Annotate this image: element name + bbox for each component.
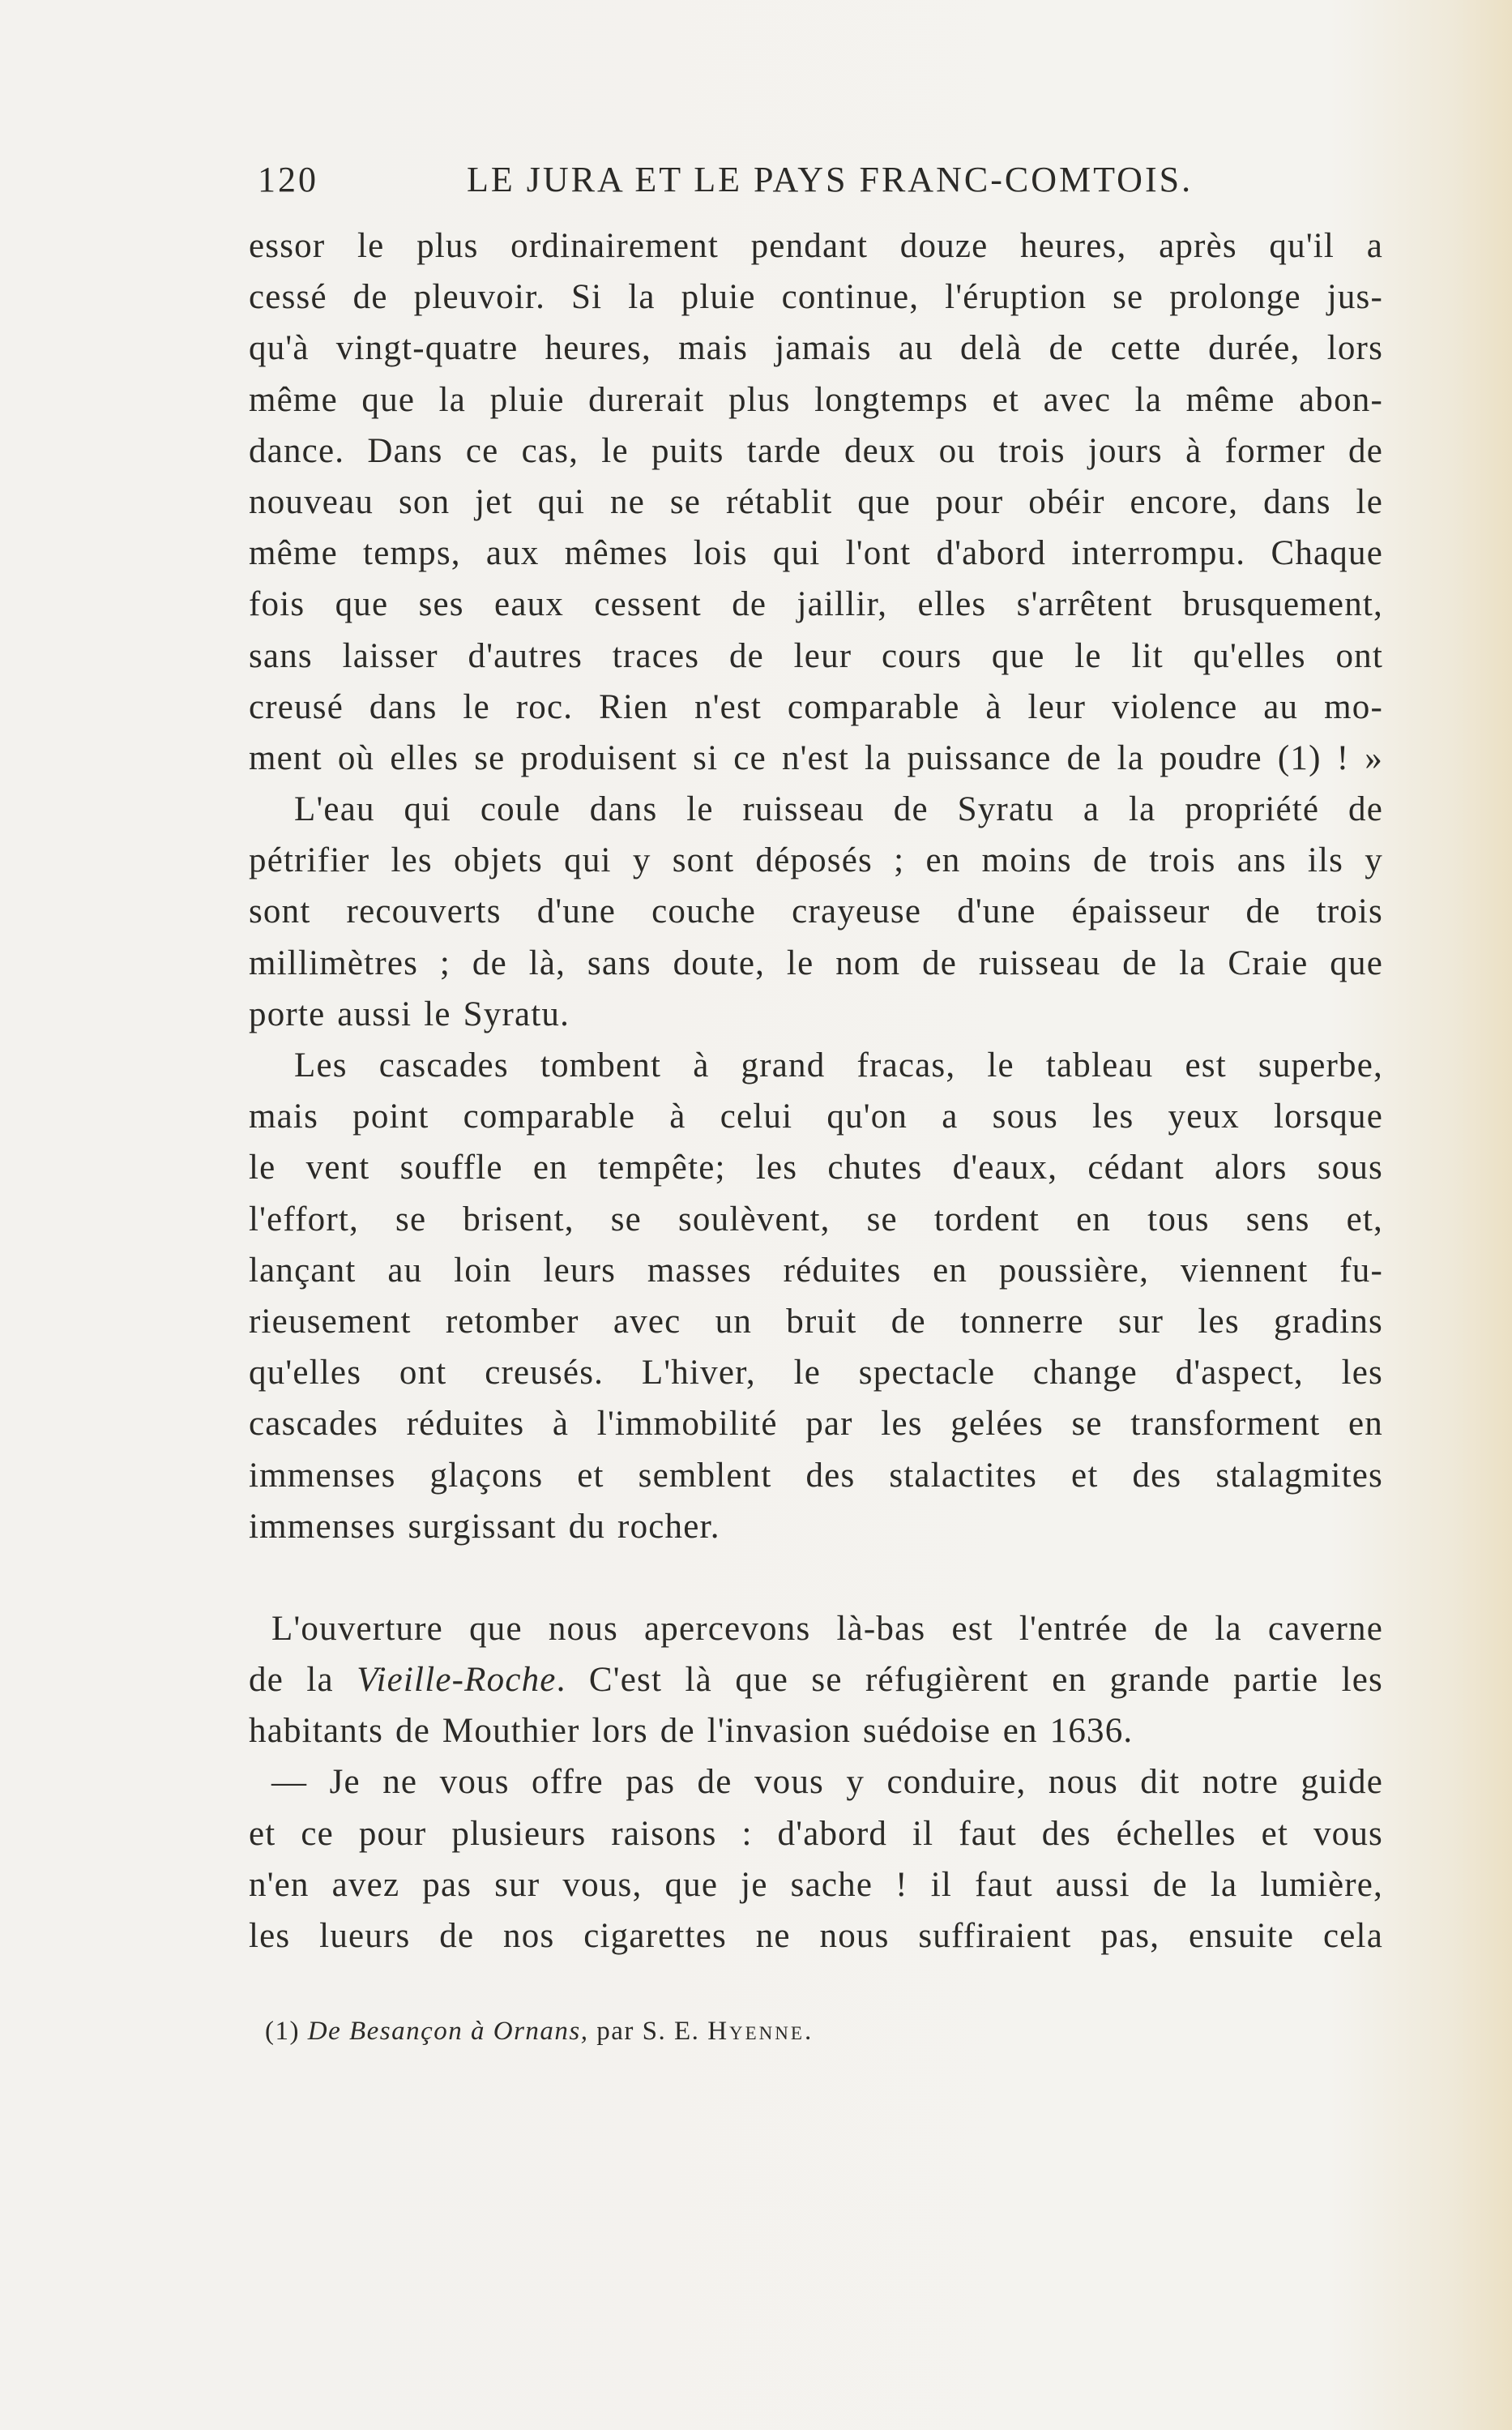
text-line: — Je ne vous offre pas de vous y conduire, nous dit notre guide [271, 1763, 1383, 1802]
text-line: et ce pour plusieurs raisons : d'abord il faut des échelles et vous [249, 1814, 1383, 1853]
text-line: creusé dans le roc. Rien n'est comparable à leur violence au mo- [249, 687, 1383, 726]
footnote-marker: (1) [265, 2017, 300, 2046]
text-line: rieusement retomber avec un bruit de tonnerre sur les gradins [249, 1302, 1383, 1341]
text-line: les lueurs de nos cigarettes ne nous suffiraient pas, ensuite cela [249, 1917, 1383, 1955]
text-line: L'eau qui coule dans le ruisseau de Syratu a la propriété de [294, 790, 1383, 829]
text-line: sont recouverts d'une couche crayeuse d'une épaisseur de trois [249, 892, 1383, 931]
footnote-by: par S. E. [596, 2017, 700, 2046]
page-number: 120 [258, 160, 318, 199]
text-line: mais point comparable à celui qu'on a sous les yeux lorsque [249, 1097, 1383, 1136]
text-line: lançant au loin leurs masses réduites en poussière, viennent fu- [249, 1251, 1383, 1290]
text-line: pétrifier les objets qui y sont déposés ; en moins de trois ans ils y [249, 841, 1383, 880]
text-line: habitants de Mouthier lors de l'invasion suédoise en 1636. [249, 1712, 1134, 1751]
text-fragment: . C'est là que se réfugièrent en grande partie les [556, 1661, 1383, 1700]
text-line: essor le plus ordinairement pendant douze heures, après qu'il a [249, 227, 1383, 265]
text-line: cessé de pleuvoir. Si la pluie continue, l'éruption se prolonge jus- [249, 278, 1383, 317]
text-line: immenses glaçons et semblent des stalactites et des stalagmites [249, 1456, 1383, 1495]
text-line: le vent souffle en tempête; les chutes d'eaux, cédant alors sous [249, 1149, 1383, 1187]
text-line: dance. Dans ce cas, le puits tarde deux ou trois jours à former de [249, 431, 1383, 470]
footnote-author: Hyenne. [707, 2017, 814, 2046]
text-line: immenses surgissant du rocher. [249, 1507, 720, 1546]
text-line: L'ouverture que nous apercevons là-bas est l'entrée de la caverne [271, 1609, 1383, 1648]
text-line: nouveau son jet qui ne se rétablit que pour obéir encore, dans le [249, 482, 1383, 521]
section-gap [249, 1552, 1383, 1603]
body-text [249, 220, 1383, 1962]
running-title: LE JURA ET LE PAYS FRANC-COMTOIS. [467, 160, 1194, 199]
text-line: porte aussi le Syratu. [249, 995, 570, 1033]
text-line: cascades réduites à l'immobilité par les gelées se transforment en [249, 1405, 1383, 1444]
text-line: même que la pluie durerait plus longtemps et avec la même abon- [249, 380, 1383, 419]
page-header [258, 159, 1392, 207]
text-line-with-italic [249, 1654, 1383, 1705]
text-line: Les cascades tombent à grand fracas, le tableau est superbe, [294, 1046, 1383, 1085]
footnote-title: De Besançon à Ornans, [307, 2017, 589, 2046]
text-line: sans laisser d'autres traces de leur cours que le lit qu'elles ont [249, 636, 1383, 675]
footnote [265, 2017, 814, 2047]
text-line: millimètres ; de là, sans doute, le nom de ruisseau de la Craie que [249, 943, 1383, 982]
text-line: fois que ses eaux cessent de jaillir, elles s'arrêtent brusquement, [249, 585, 1383, 624]
text-line: qu'elles ont creusés. L'hiver, le spectacle change d'aspect, les [249, 1354, 1383, 1393]
text-line: qu'à vingt-quatre heures, mais jamais au delà de cette durée, lors [249, 329, 1383, 368]
text-fragment: de la [249, 1661, 357, 1700]
text-line: n'en avez pas sur vous, que je sache ! il faut aussi de la lumière, [249, 1865, 1383, 1904]
text-line: l'effort, se brisent, se soulèvent, se tordent en tous sens et, [249, 1200, 1383, 1239]
text-line: ment où elles se produisent si ce n'est la puissance de la poudre (1) ! » [249, 738, 1383, 777]
text-line: même temps, aux mêmes lois qui l'ont d'abord interrompu. Chaque [249, 534, 1383, 573]
place-name-italic: Vieille-Roche [357, 1661, 557, 1700]
